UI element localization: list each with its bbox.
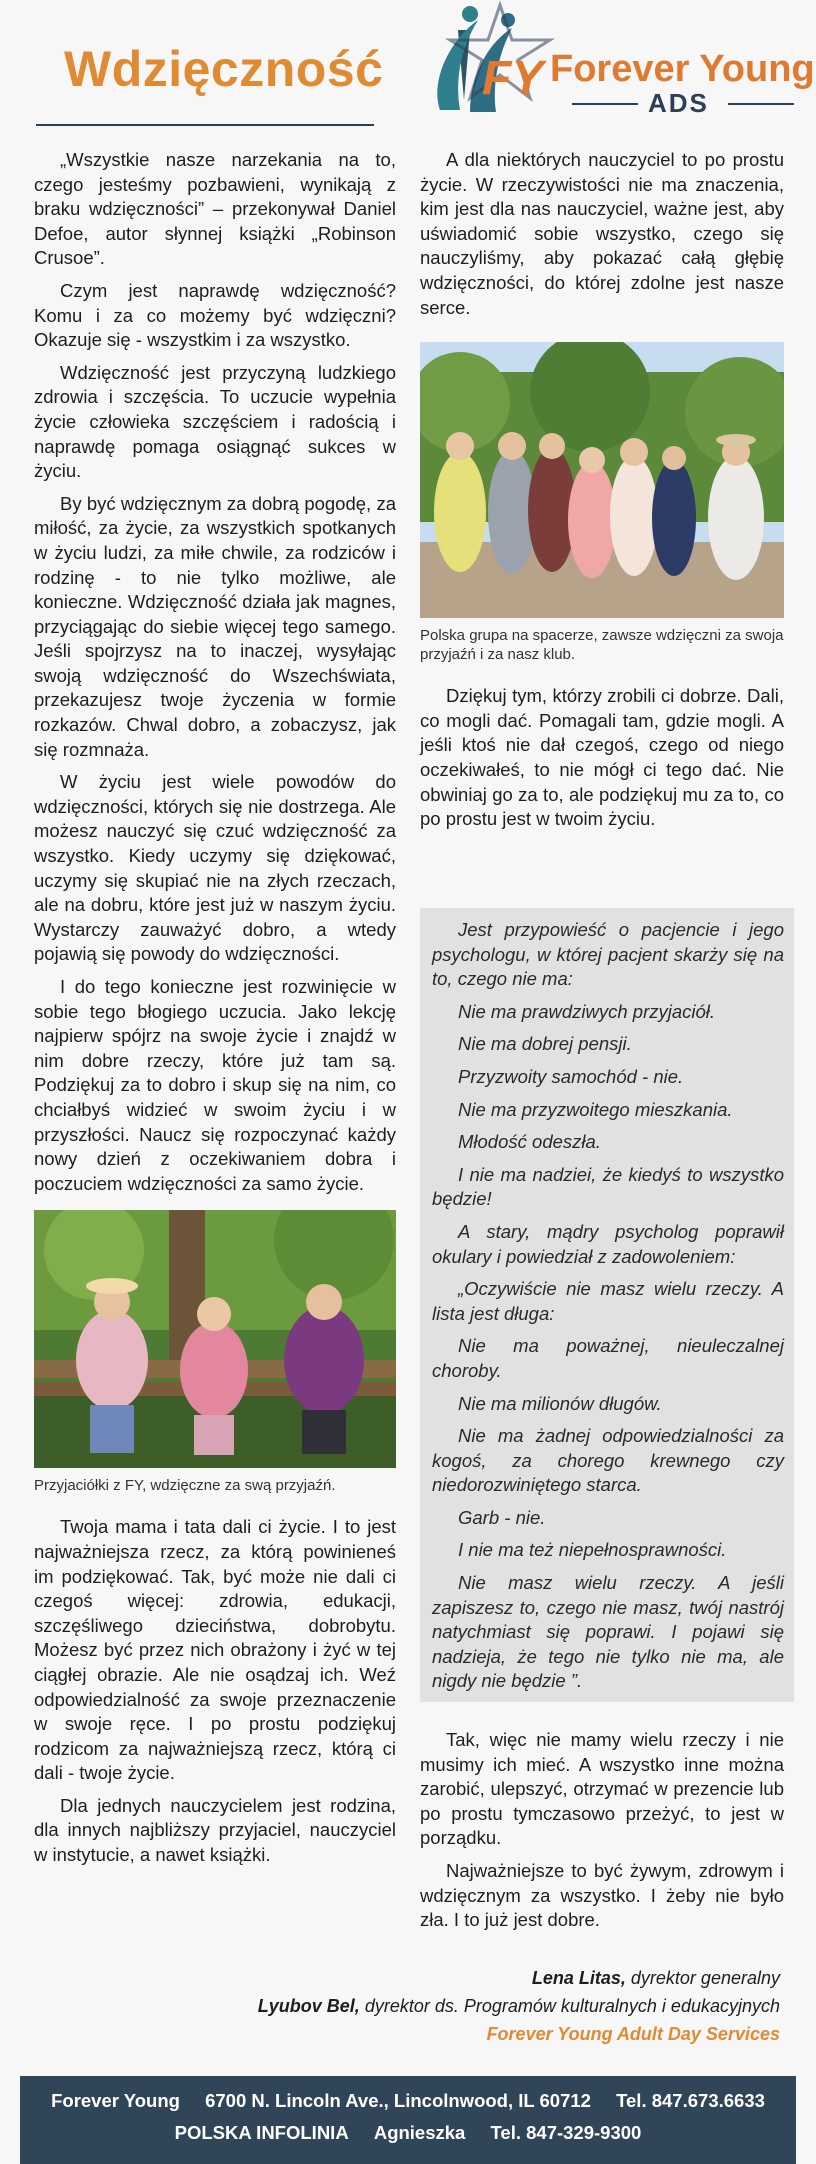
title-underline — [36, 124, 374, 126]
quote-paragraph: Jest przypowieść o pacjencie i jego psychologu, w której pacjent skarży się na to, czego nie ma: — [432, 919, 784, 990]
right-column — [420, 148, 784, 840]
right-column-closing — [420, 1728, 784, 1941]
photo-friends-on-bench — [34, 1210, 396, 1468]
signature-organization: Forever Young Adult Day Services — [486, 2024, 780, 2044]
quote-paragraph: Nie ma poważnej, nieuleczalnej choroby. — [432, 1335, 784, 1381]
photo-caption: Przyjaciółki z FY, wdzięczne za swą przyjaźń. — [34, 1477, 336, 1495]
quote-paragraph: Nie ma milionów długów. — [458, 1392, 662, 1414]
page-title: Wdzięczność — [64, 41, 384, 97]
left-column — [34, 148, 396, 1876]
paragraph: Dla jednych nauczycielem jest rodzina, dla innych najbliższy przyjaciel, nauczyciel w instytucie, a nawet książki. — [34, 1794, 396, 1866]
quote-paragraph: I nie ma nadziei, że kiedyś to wszystko będzie! — [432, 1163, 784, 1210]
paragraph: By być wdzięcznym za dobrą pogodę, za miłość, za życie, za wszystkich spotkanych w życiu ludzi, za miłe chwile, za rodziców i rodzinę - to nie tylko możliwe, ale konieczne. Wdzięczność działa jak magnes, przyciągając do siebie więcej tego samego. Jeśli spojrzysz na to inaczej, wysyłając swoją wdzięczność do Wszechświata, przekazujesz twoje życzenia w formie rozkazów. Chwal dobro, a zobaczysz, jak się rozmnaża. — [34, 492, 396, 760]
footer-contact-name: Agnieszka — [373, 2122, 466, 2143]
logo-figures-icon — [400, 0, 560, 125]
logo-divider-left — [572, 103, 638, 105]
paragraph: I do tego konieczne jest rozwinięcie w sobie tego błogiego uczucia. Jako lekcję najpierw spójrz na swoje życie i znajdź w nim dobre rzeczy, które już tam są. Podziękuj za to dobro i skup się na nim, co chciałbyś widzieć w swoim życiu i w przyszłości. Naucz się rozpoczynać każdy nowy dzień z oczekiwaniem dobra i poczuciem wdzięczności za samo życie. — [34, 976, 396, 1194]
paragraph: Tak, więc nie mamy wielu rzeczy i nie musimy ich mieć. A wszystko inne można zarobić, ulepszyć, otrzymać w prezencie lub po prostu tymczasowo przeżyć, to jest w porządku. — [420, 1729, 784, 1849]
forever-young-logo — [400, 0, 815, 125]
quote-paragraph: Nie masz wielu rzeczy. A jeśli zapiszesz to, czego nie masz, twój nastrój natychmiast się poprawi. I pojawi się nadzieja, że tego nie tylko nie ma, ale nigdy nie będzie ”. — [432, 1572, 784, 1692]
quote-paragraph: Młodość odeszła. — [458, 1131, 601, 1153]
quote-paragraph: Nie ma żadnej odpowiedzialności za kogoś, za chorego krewnego czy niedorozwiniętego starca. — [432, 1425, 784, 1496]
logo-divider-right — [728, 103, 794, 105]
signature-name: Lyubov Bel, — [257, 1996, 360, 2016]
paragraph: „Wszystkie nasze narzekania na to, czego jesteśmy pozbawieni, wynikają z braku wdzięczności” – przekonywał Daniel Defoe, autor słynnej książki „Robinson Crusoe”. — [34, 149, 396, 269]
signature-director — [532, 1968, 780, 1989]
quote-paragraph: I nie ma też niepełnosprawności. — [458, 1539, 727, 1561]
photo-caption: Polska grupa na spacerze, zawsze wdzięczni za swoja przyjaźń i za nasz klub. — [420, 627, 784, 664]
logo-name: Forever Young — [550, 48, 815, 90]
footer-infolinia-line — [20, 2122, 796, 2144]
footer-address: 6700 N. Lincoln Ave., Lincolnwood, IL 60712 — [205, 2090, 591, 2111]
signature-role: dyrektor ds. Programów kulturalnych i edukacyjnych — [359, 1996, 780, 2016]
parable-quote-text — [432, 918, 784, 1702]
footer-bar — [20, 2076, 796, 2164]
paragraph: Najważniejsze to być żywym, zdrowym i wdzięcznym za wszystko. I żeby nie było zła. I to już jest dobre. — [420, 1859, 784, 1931]
photo-polish-group — [420, 342, 784, 618]
paragraph: Twoja mama i tata dali ci życie. I to jest najważniejsza rzecz, za którą powinieneś im podziękować. Tak, być może nie dali ci czegoś więcej: zdrowia, edukacji, szczęśliwego dzieciństwa, dobrobytu. Możesz być przez nich obrażony i żyć w tej ciągłej obrazie. Ale nie osądzaj ich. Weź odpowiedzialność za swoje przeznaczenie w swoje ręce. I po prostu podziękuj rodzicom za najważniejszą rzecz, którą ci dali - twoje życie. — [34, 1516, 396, 1784]
paragraph: A dla niektórych nauczyciel to po prostu życie. W rzeczywistości nie ma znaczenia, kim jest dla nas nauczyciel, ważne jest, aby uświadomić sobie wszystko, czego się nauczyliśmy, aby pokazać całą głębię wdzięczności, do której zdolne jest nasze serce. — [420, 149, 784, 318]
paragraph: Czym jest naprawdę wdzięczność? Komu i za co możemy być wdzięczni? Okazuje się - wszystkim i za wszystko. — [34, 279, 396, 351]
photo-image — [34, 1210, 396, 1468]
quote-paragraph: Garb - nie. — [458, 1506, 546, 1528]
logo-subtitle: ADS — [648, 88, 709, 118]
quote-paragraph: Nie ma prawdziwych przyjaciół. — [458, 1000, 716, 1022]
paragraph: Wdzięczność jest przyczyną ludzkiego zdrowia i szczęścia. To uczucie wypełnia życie człowieka szczęściem i radością i naprawdę pomaga osiągnąć sukces w życiu. — [34, 361, 396, 482]
quote-paragraph: Nie ma dobrej pensji. — [458, 1033, 632, 1055]
footer-phone: Tel. 847.673.6633 — [616, 2090, 765, 2111]
signature-program-director — [258, 1996, 780, 2017]
quote-paragraph: Przyzwoity samochód - nie. — [458, 1065, 684, 1087]
quote-paragraph: Nie ma przyzwoitego mieszkania. — [458, 1098, 733, 1120]
footer-infolinia: POLSKA INFOLINIA — [174, 2122, 349, 2143]
photo-image — [420, 342, 784, 618]
footer-name: Forever Young — [51, 2090, 180, 2111]
signature-name: Lena Litas, — [531, 1968, 626, 1988]
signature-role: dyrektor generalny — [625, 1968, 780, 1988]
paragraph: W życiu jest wiele powodów do wdzięczności, których się nie dostrzega. Ale możesz nauczyć się czuć wdzięczność za wszystko. Kiedy uczymy się dziękować, uczymy się skupiać nie na złych rzeczach, ale na dobru, które jest już w naszym życiu. Wystarczy zauważyć dobro, a wtedy pojawią się powody do wdzięczności. — [34, 771, 396, 965]
footer-contact-line — [20, 2090, 796, 2112]
quote-paragraph: A stary, mądry psycholog poprawił okulary i powiedział z zadowoleniem: — [432, 1220, 784, 1267]
logo-fy-text: FY — [482, 52, 544, 105]
paragraph: Dziękuj tym, którzy zrobili ci dobrze. Dali, co mogli dać. Pomagali tam, gdzie mogli. A jeśli ktoś nie dał czegoś, czego od niego oczekiwałeś, to nie mógł ci tego dać. Nie obwiniaj go za to, ale podziękuj mu za to, co po prostu jest w twoim życiu. — [420, 685, 784, 830]
quote-paragraph: „Oczywiście nie masz wielu rzeczy. A lista jest długa: — [432, 1278, 784, 1324]
footer-contact-phone: Tel. 847-329-9300 — [490, 2122, 642, 2143]
